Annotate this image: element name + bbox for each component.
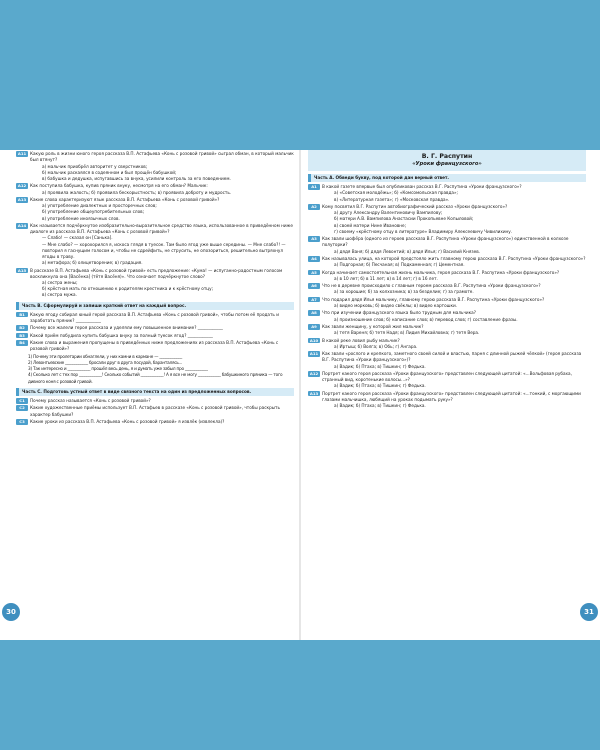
question-text: Какие слова и выражения пропущены в приведённых ниже предложениях из рассказа В.П. Астафьева «Конь с розовой гривой»? bbox=[30, 340, 279, 352]
question-number-badge: В2 bbox=[16, 325, 28, 331]
question-text: В рассказе В.П. Астафьева «Конь с розовой гривой» есть предложение: «Кума! — испуганно-радостным голосом воскликнула она [Васёнка] (тётя Васёня)». Что означает подчёркнутое слово? а) сестра жены; б) крёстная мать по отношению к родителям крестника и к крёстному отцу; в) сестра мужа. bbox=[30, 268, 294, 299]
question-number-badge: В3 bbox=[16, 333, 28, 339]
question-number-badge: А7 bbox=[308, 297, 320, 303]
answer-option[interactable]: в) употребление иноязычных слов. bbox=[42, 215, 120, 221]
question-item bbox=[308, 371, 586, 390]
left-part-c bbox=[16, 398, 294, 425]
question-number-badge: А12 bbox=[309, 370, 319, 376]
question-item bbox=[16, 398, 294, 404]
question-item bbox=[308, 391, 586, 410]
question-number-badge: А15 bbox=[17, 267, 27, 273]
question-text: Какую ягоду собирал юный герой рассказа В.П. Астафьева «Конь с розовой гривой», чтобы потом её продать и заработать пряник? ____________ bbox=[30, 311, 279, 324]
question-number-badge: С1 bbox=[16, 398, 28, 404]
question-item bbox=[308, 338, 586, 350]
story-title: «Уроки французского» bbox=[412, 161, 482, 167]
fill-in-line[interactable]: 2) Левонтьевские ____________ бросали друг в друга посудой, баранталясь... bbox=[28, 359, 183, 365]
question-item bbox=[16, 405, 294, 417]
question-number-badge: С2 bbox=[16, 405, 28, 411]
question-text: Как звали «рослого и крепкого, заметного своей силой и властью, парня с длинной рыжей чёлкой» (героя рассказа В.Г. Распутина «Уроки французского»)? а) Вадик; б) Птаха; в) Тишкин; г) Федька. bbox=[322, 351, 586, 370]
answer-option[interactable]: а) Вадик; б) Птаха; в) Тишкин; г) Федька. bbox=[334, 383, 426, 389]
question-text: Портрет какого героя рассказа «Уроки французского» представлен следующей цитатой: «...Вольфовая рубаха, странный вид, коротенькие волосы...»? а) Вадик; б) Птаха; в) Тишкин; г) Федька. bbox=[322, 371, 586, 390]
question-text: Какие уроки из рассказа В.П. Астафьева «Конь с розовой гривой» я извлёк (извлекла)? bbox=[30, 418, 225, 424]
question-text: Как звали шофёра (одного из героев рассказа В.Г. Распутина «Уроки французского») единственной в колхозе полуторки? а) дядя Ваня; б) дядя Левонтий; в) дядя Илья; г) Василий Князев. bbox=[322, 236, 586, 255]
answer-option[interactable]: в) бабушка и дедушка, испугавшись за внука, усилили контроль за его поведением. bbox=[42, 176, 231, 181]
question-text: Кому посвятил В.Г. Распутин автобиографический рассказ «Уроки французского»? а) другу Александру Валентиновичу Вампилову; б) матери А.В. Вампилова Анастасии Прокопьевне Копыловой; в) своей матери Нине Ивановне; г) своему «крёстному отцу в литературе» Владимиру Алексеевичу Чивилихину. bbox=[322, 204, 586, 235]
answer-option[interactable]: а) Вадик; б) Птаха; в) Тишкин; г) Федька. bbox=[334, 363, 426, 369]
answer-option[interactable]: а) произношение слов; б) написание слов; в) перевод слов; г) составление фразы. bbox=[334, 316, 518, 322]
question-text: Портрет какого героя рассказа «Уроки французского» представлен следующей цитатой: «...тонкий, с моргающими глазами мальчишка, любящий на уроках подымать руку»? а) Вадик; б) Птаха; в) Тишкин; г) Федька. bbox=[322, 391, 586, 410]
question-item bbox=[16, 419, 294, 425]
question-text: Как называлась улица, на которой предстояло жить главному герою рассказа В.Г. Распутина «Уроки французского»? а) Подгорная; б) Песчаная; в) Подкаменная; г) Цементная. bbox=[322, 256, 586, 268]
answer-option[interactable]: б) крёстная мать по отношению к родителям крестника и к крёстному отцу; bbox=[42, 286, 214, 292]
question-number-badge: А4 bbox=[308, 256, 320, 262]
question-text: Что не в деревне происходило с главным героем рассказа В.Г. Распутина «Уроки французского»? а) за хорошие; б) за колхозника; в) за безделие; г) за грамоте. bbox=[322, 283, 586, 295]
question-number-badge: А10 bbox=[309, 337, 319, 343]
answer-option[interactable]: а) в 10 лет; б) в 11 лет; в) в 14 лет; г) в 16 лет. bbox=[334, 275, 438, 281]
right-page bbox=[308, 150, 586, 640]
question-text: Какие слова характеризуют язык рассказа В.П. Астафьева «Конь с розовой гривой»? а) употребление диалектных и просторечных слов; б) употребление общеупотребительных слов; в) употребление иноязычных слов. bbox=[30, 197, 294, 222]
answer-option[interactable]: а) «Советская молодёжь»; б) «Комсомольская правда»; bbox=[334, 190, 458, 196]
question-number-badge: С3 bbox=[16, 419, 28, 425]
answer-option[interactable]: б) мальчик раскаялся в содеянном и был прощён бабушкой; bbox=[42, 169, 177, 175]
question-text: Какой приём побудила купить бабушка внуку за полный туесок ягод? ____________ bbox=[30, 332, 213, 338]
fill-in-line[interactable]: 4) Сколько лет с тех пор ____________! Сколько событий ____________! А я все не могу ____________ бабушкиного пряника — того дивного коня с розовой гривой. bbox=[28, 372, 283, 384]
left-part-b bbox=[16, 312, 294, 353]
question-item bbox=[308, 310, 586, 322]
answer-option[interactable]: а) Подгорная; б) Песчаная; в) Подкаменная; г) Цементная. bbox=[334, 262, 465, 268]
question-text: Как называется подчёркнутое изобразительно-выразительное средство языка, использованное в приведённом ниже диалоге из рассказа В.П. Астафьева «Конь с розовой гривой»? — Слабо! — сказал он [Санька]. — Мне слабо? — хорохорился я, искоса глядя в туесок. Там было ягод уже выше середины. — Мне слабо?! — повторил я гаснущим голосом и, чтобы не сдрейфить, не струсить, не опозориться, решительно вытряхнул ягоды в траву. а) метафора; б) олицетворение; в) градация. bbox=[30, 222, 293, 266]
bottom-background-band bbox=[0, 640, 600, 750]
question-number-badge: А5 bbox=[308, 270, 320, 276]
answer-option[interactable]: б) употребление общеупотребительных слов; bbox=[42, 209, 145, 215]
question-text: Что подарил дядя Илья мальчику, главному герою рассказа В.Г. Распутина «Уроки французского»? а) видео морковь; б) видео свёклы; в) видео картошки. bbox=[322, 297, 586, 309]
question-item bbox=[16, 333, 294, 339]
right-part-a-title: Часть А. Обведи букву, под которой дан верный ответ. bbox=[308, 174, 586, 182]
question-text: Почему все жалели героя рассказа и уделяли ему повышенное внимание? ____________ bbox=[30, 325, 223, 331]
question-text: Когда начинает самостоятельная жизнь мальчика, героя рассказа В.Г. Распутина «Уроки французского»? а) в 10 лет; б) в 11 лет; в) в 14 лет; г) в 16 лет. bbox=[322, 270, 586, 282]
question-item bbox=[16, 223, 294, 266]
answer-option[interactable]: а) дядя Ваня; б) дядя Левонтий; в) дядя Илья; г) Василий Князев. bbox=[334, 248, 480, 254]
answer-option[interactable]: а) тетя Вареня; б) тетя Надя; в) Лидия Михайловна; г) тетя Вера. bbox=[334, 330, 480, 336]
question-item bbox=[16, 151, 294, 182]
question-number-badge: А11 bbox=[309, 351, 319, 357]
story-title-box bbox=[308, 150, 586, 171]
question-number-badge: А12 bbox=[17, 183, 27, 189]
left-part-b-title: Часть В. Сформулируй и запиши краткий ответ на каждый вопрос. bbox=[16, 302, 294, 310]
question-item bbox=[308, 256, 586, 268]
answer-option[interactable]: а) Вадик; б) Птаха; в) Тишкин; г) Федька. bbox=[334, 403, 426, 409]
question-item bbox=[308, 184, 586, 203]
book-gutter bbox=[299, 150, 301, 640]
question-number-badge: А8 bbox=[308, 310, 320, 316]
left-page bbox=[16, 150, 294, 640]
question-item bbox=[308, 297, 586, 309]
answer-option[interactable]: а) сестра жены; bbox=[42, 280, 78, 285]
answer-option[interactable]: а) мальчик приобрёл авторитет у сверстников; bbox=[42, 163, 148, 169]
question-number-badge: А3 bbox=[308, 236, 320, 242]
question-text: Что при изучении французского языка было трудным для мальчика? а) произношение слов; б) написание слов; в) перевод слов; г) составление фразы. bbox=[322, 310, 586, 322]
question-text: Какую роль в жизни юного героя рассказа В.П. Астафьева «Конь с розовой гривой» сыграл обман, в который мальчик был втянут? а) мальчик приобрёл авторитет у сверстников; б) мальчик раскаялся в содеянном и был прощён бабушкой; в) бабушка и дедушка, испугавшись за внука, усилили контроль за его поведением. bbox=[30, 151, 294, 181]
question-item bbox=[308, 351, 586, 370]
question-item bbox=[308, 270, 586, 282]
question-number-badge: А13 bbox=[17, 196, 27, 202]
question-number-badge: А13 bbox=[309, 390, 319, 396]
question-text: Почему рассказ называется «Конь с розовой гривой»? bbox=[30, 398, 151, 403]
question-item bbox=[308, 236, 586, 255]
question-number-badge: А1 bbox=[308, 184, 320, 190]
answer-option[interactable]: а) метафора; б) олицетворение; в) градация. bbox=[42, 260, 143, 266]
answer-option[interactable]: а) видео морковь; б) видео свёклы; в) видео картошки. bbox=[334, 302, 458, 308]
question-item bbox=[16, 183, 294, 195]
question-item bbox=[16, 340, 294, 352]
question-text: В какой газете впервые был опубликован рассказ В.Г. Распутина «Уроки французского»? а) «Советская молодёжь»; б) «Комсомольская правда»; в) «Литературная газета»; г) «Московская правда». bbox=[322, 184, 586, 203]
question-text: Как поступила бабушка, купив пряник внуку, несмотря на его обман? Мальчик: а) проявила жалость; б) проявила бескорыстность; в) проявила доброту и мудрость. bbox=[30, 183, 294, 195]
question-item bbox=[16, 325, 294, 331]
answer-option[interactable]: — Мне слабо? — хорохорился я, искоса глядя в туесок. Там было ягод уже выше середины. — Мне слабо?! — повторил я гаснущим голосом и, чтобы не сдрейфить, не струсить, не опозориться, решительно вытряхнул ягоды в траву. bbox=[42, 241, 286, 259]
left-part-a bbox=[16, 151, 294, 298]
question-item bbox=[16, 312, 294, 324]
answer-option[interactable]: а) Иртыш; б) Волга; в) Обь; г) Ангара. bbox=[334, 343, 418, 349]
question-item bbox=[308, 204, 586, 235]
question-number-badge: А2 bbox=[308, 204, 320, 210]
left-page-number: 30 bbox=[2, 603, 20, 621]
question-number-badge: В1 bbox=[16, 312, 28, 318]
top-background-band bbox=[0, 0, 600, 150]
question-text: В какой реке ловил рыбу мальчик? а) Иртыш; б) Волга; в) Обь; г) Ангара. bbox=[322, 338, 586, 350]
answer-option[interactable]: а) за хорошие; б) за колхозника; в) за безделие; г) за грамоте. bbox=[334, 289, 474, 295]
answer-option[interactable]: а) проявила жалость; б) проявила бескорыстность; в) проявила доброту и мудрость. bbox=[42, 189, 232, 195]
question-number-badge: А9 bbox=[308, 324, 320, 330]
answer-option[interactable]: — Слабо! — сказал он [Санька]. bbox=[42, 235, 113, 241]
answer-option[interactable]: а) другу Александру Валентиновичу Вампилову; bbox=[334, 210, 443, 216]
question-text: Как звали женщину, у которой жил мальчик? а) тетя Вареня; б) тетя Надя; в) Лидия Михайловна; г) тетя Вера. bbox=[322, 324, 586, 336]
question-text: Какие художественные приёмы использует В.П. Астафьев в рассказе «Конь с розовой гривой», чтобы раскрыть характер бабушки? bbox=[30, 405, 280, 417]
answer-option[interactable]: а) употребление диалектных и просторечных слов; bbox=[42, 203, 157, 209]
question-item bbox=[16, 197, 294, 222]
answer-option[interactable]: в) своей матери Нине Ивановне; bbox=[334, 222, 407, 228]
question-item bbox=[308, 283, 586, 295]
question-item bbox=[16, 268, 294, 299]
question-item bbox=[308, 324, 586, 336]
question-number-badge: А14 bbox=[17, 222, 27, 228]
question-number-badge: А6 bbox=[308, 283, 320, 289]
fill-in-line[interactable]: 1) Почему эти пролетарии обнаглели, у них камни в кармане — ____________ bbox=[28, 353, 183, 359]
question-number-badge: В4 bbox=[16, 340, 28, 346]
answer-option[interactable]: г) своему «крёстному отцу в литературе» Владимиру Алексеевичу Чивилихину. bbox=[334, 228, 513, 234]
right-part-a bbox=[308, 184, 586, 409]
answer-option[interactable]: в) сестра мужа. bbox=[42, 292, 77, 298]
question-number-badge: А11 bbox=[17, 151, 27, 157]
answer-option[interactable]: в) «Литературная газета»; г) «Московская правда». bbox=[334, 196, 450, 202]
left-part-c-title: Часть С. Подготовь устный ответ в виде связного текста на один из предложенных вопросов. bbox=[16, 388, 294, 396]
author-name: В. Г. Распутин bbox=[421, 153, 473, 160]
right-page-number: 31 bbox=[580, 603, 598, 621]
b4-fill-lines bbox=[16, 354, 294, 385]
answer-option[interactable]: б) матери А.В. Вампилова Анастасии Прокопьевне Копыловой; bbox=[334, 216, 474, 222]
fill-in-line[interactable]: 3) Так интересно и ____________ прошёл весь день, я и думать уже забыл про ____________ bbox=[28, 366, 208, 372]
